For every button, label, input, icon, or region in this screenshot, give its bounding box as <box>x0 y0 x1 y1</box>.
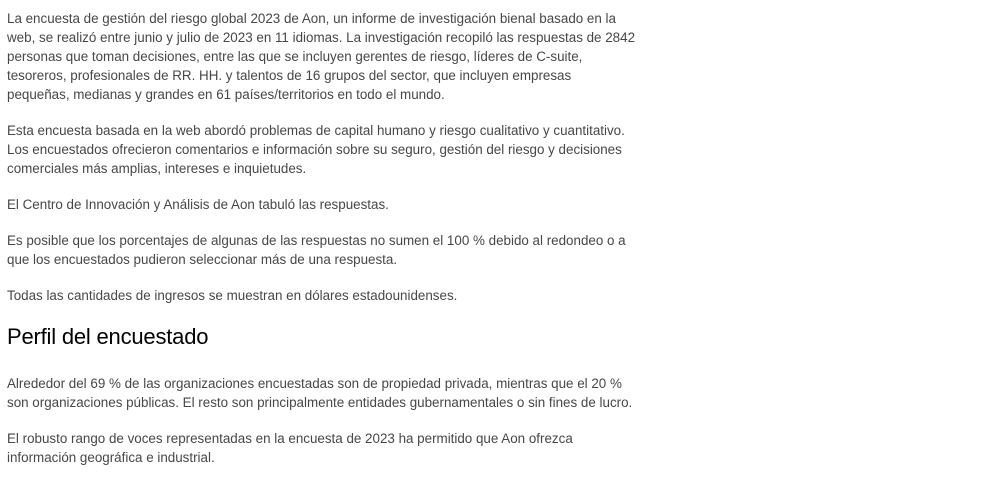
section-heading-profile: Perfil del encuestado <box>7 324 209 349</box>
intro-paragraph-methodology: La encuesta de gestión del riesgo global 2023 de Aon, un informe de investigación bienal basado en la web, se realizó entre junio y julio de 2023 en 11 idiomas. La investigación recopiló las respuestas de 2842 personas que toman decisiones, entre las que se incluyen gerentes de riesgo, líderes de C-suite, tesoreros, profesionales de RR. HH. y talentos de 16 grupos del sector, que incluyen empresas pequeñas, medianas y grandes en 61 países/territorios en todo el mundo. <box>7 11 636 102</box>
profile-paragraph-voices: El robusto rango de voces representadas en la encuesta de 2023 ha permitido que Aon ofrezca información geográfica e industrial. <box>7 431 573 465</box>
intro-paragraph-scope: Esta encuesta basada en la web abordó problemas de capital humano y riesgo cualitativo y cuantitativo. Los encuestados ofrecieron comentarios e información sobre su seguro, gestión del riesgo y decisiones comerciales más amplias, intereses e inquietudes. <box>7 123 625 176</box>
intro-paragraph-tabulation: El Centro de Innovación y Análisis de Aon tabuló las respuestas. <box>7 197 389 212</box>
article-body <box>7 9 637 467</box>
profile-paragraph-ownership: Alrededor del 69 % de las organizaciones encuestadas son de propiedad privada, mientras que el 20 % son organizaciones públicas. El resto son principalmente entidades gubernamentales o sin fines de lucro. <box>7 376 633 410</box>
intro-paragraph-currency: Todas las cantidades de ingresos se muestran en dólares estadounidenses. <box>7 288 458 303</box>
intro-paragraph-rounding: Es posible que los porcentajes de algunas de las respuestas no sumen el 100 % debido al redondeo o a que los encuestados pudieron seleccionar más de una respuesta. <box>7 233 626 267</box>
